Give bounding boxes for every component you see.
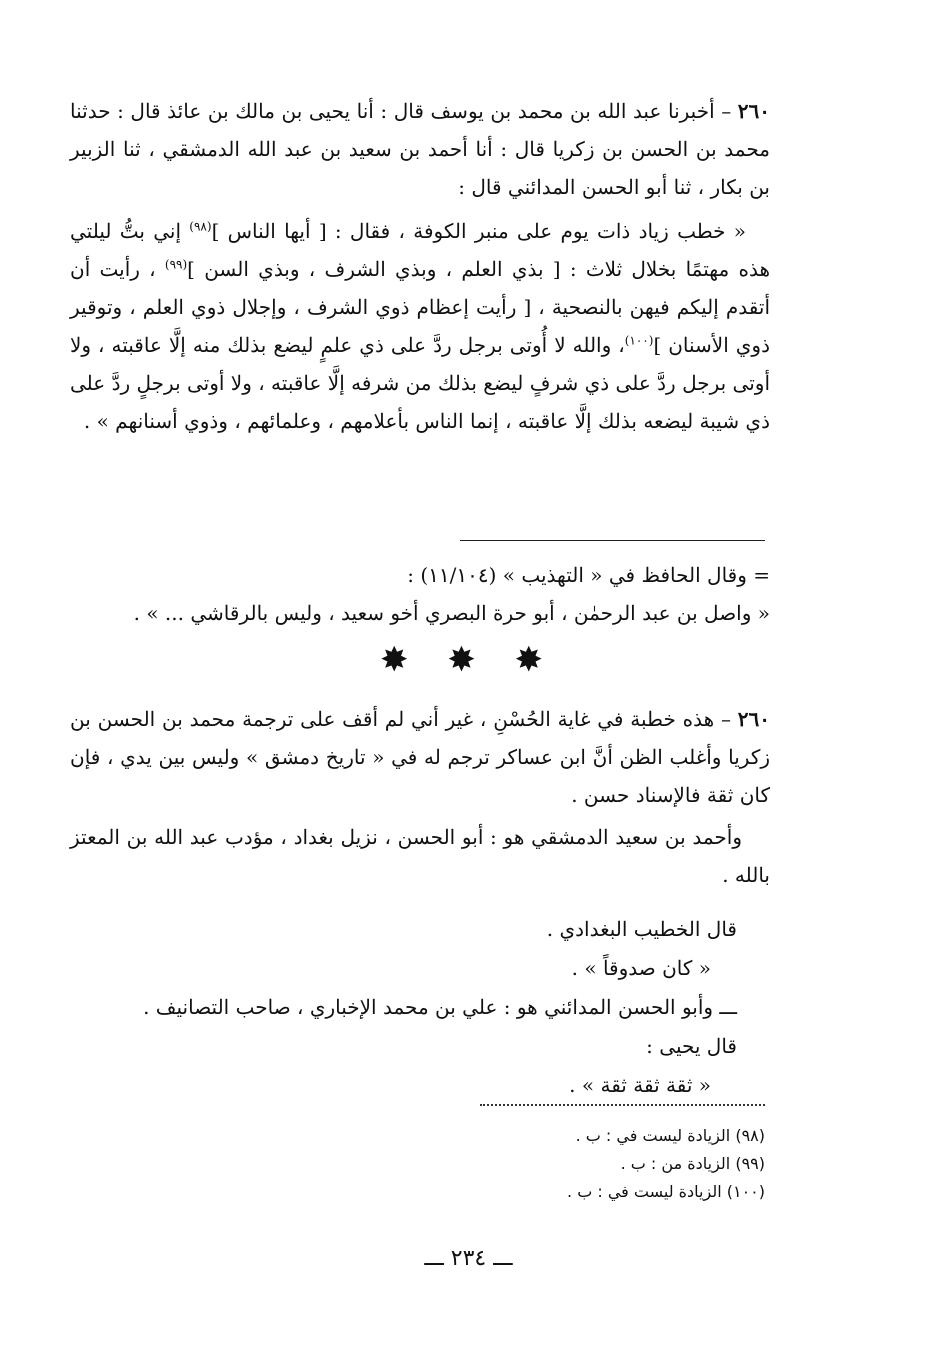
footnote-ref-100[interactable]: (١٠٠): [624, 333, 654, 348]
page-number: ـــ ٢٣٤ ـــ: [424, 1246, 513, 1271]
hadith-isnad: [70, 92, 770, 206]
footnotes: [365, 1122, 765, 1206]
khutba-part-2: إني بتُّ ليلتي هذه مهتمًا بخلال ثلاث : [ بذي العلم ، وبذي الشرف ، وبذي السن ]: [70, 219, 770, 281]
takhrij-line-1: = وقال الحافظ في « التهذيب » (١١/١٠٤) :: [407, 563, 770, 587]
takhrij-continuation: [70, 556, 770, 632]
hadith-block: [70, 92, 770, 440]
commentary-block: [70, 700, 770, 894]
section-separator: ✸ ✸ ✸: [379, 640, 558, 680]
quote-line-5: « ثقة ثقة ثقة » .: [569, 1073, 711, 1097]
commentary-number: ٢٦٠: [737, 707, 770, 731]
commentary-para-1-text: – هذه خطبة في غاية الحُسْنِ ، غير أني لم أقف على ترجمة محمد بن الحسن بن زكريا وأغلب الظن أنَّ ابن عساكر ترجم له في « تاريخ دمشق » وليس بين يدي ، فإن كان ثقة فالإسناد حسن .: [70, 707, 770, 807]
khutba-part-4: ، والله لا أُوتى برجل ردَّ على ذي علمٍ ليضع بذلك منه إلَّا عاقبته ، ولا أوتى برجل ردَّ على ذي شرفٍ ليضع بذلك من شرفه إلَّا عاقبته ، ولا أوتى برجلٍ ردَّ على ذي شيبة ليضعه بذلك إلَّا عاقبته ، إنما الناس بأعلامهم ، وعلمائهم ، وذوي أسنانهم » .: [70, 333, 770, 433]
dotted-footnote-rule: [480, 1104, 765, 1106]
quote-line-4: قال يحيى :: [646, 1034, 737, 1058]
hadith-matn: [70, 212, 770, 440]
hadith-isnad-text: – أخبرنا عبد الله بن محمد بن يوسف قال : أنا يحيى بن مالك بن عائذ قال : حدثنا محمد بن الحسن بن زكريا قال : أنا أحمد بن سعيد بن عبد الله الدمشقي ، ثنا الزبير بن بكار ، ثنا أبو الحسن المدائني قال :: [70, 99, 770, 199]
footnote-divider: [460, 540, 765, 541]
footnote-98: (٩٨) الزيادة ليست في : ب .: [575, 1126, 765, 1145]
quote-line-3: ـــ وأبو الحسن المدائني هو : علي بن محمد الإخباري ، صاحب التصانيف .: [143, 995, 737, 1019]
khutba-part-3: ، رأيت أن أتقدم إليكم فيهن بالنصحية ، [ رأيت إعظام ذوي الشرف ، وإجلال ذوي العلم ، وتوقير ذوي الأسنان ]: [70, 257, 770, 357]
footnote-ref-99[interactable]: (٩٩): [164, 257, 188, 272]
hadith-number: ٢٦٠: [737, 99, 770, 123]
commentary-para-2: وأحمد بن سعيد الدمشقي هو : أبو الحسن ، نزيل بغداد ، مؤدب عبد الله بن المعتز بالله .: [70, 825, 770, 887]
takhrij-line-2: « واصل بن عبد الرحمٰن ، أبو حرة البصري أخو سعيد ، وليس بالرقاشي ... » .: [133, 601, 770, 625]
footnote-100: (١٠٠) الزيادة ليست في : ب .: [567, 1182, 765, 1201]
khutba-part-1: « خطب زياد ذات يوم على منبر الكوفة ، فقال : [ أيها الناس ]: [211, 219, 746, 243]
commentary-quotes: [70, 910, 737, 1105]
commentary-para-1: [70, 700, 770, 814]
footnote-ref-98[interactable]: (٩٨): [189, 219, 212, 234]
footnote-99: (٩٩) الزيادة من : ب .: [620, 1154, 765, 1173]
quote-line-2: « كان صدوقاً » .: [571, 956, 711, 980]
quote-line-1: قال الخطيب البغدادي .: [546, 917, 737, 941]
